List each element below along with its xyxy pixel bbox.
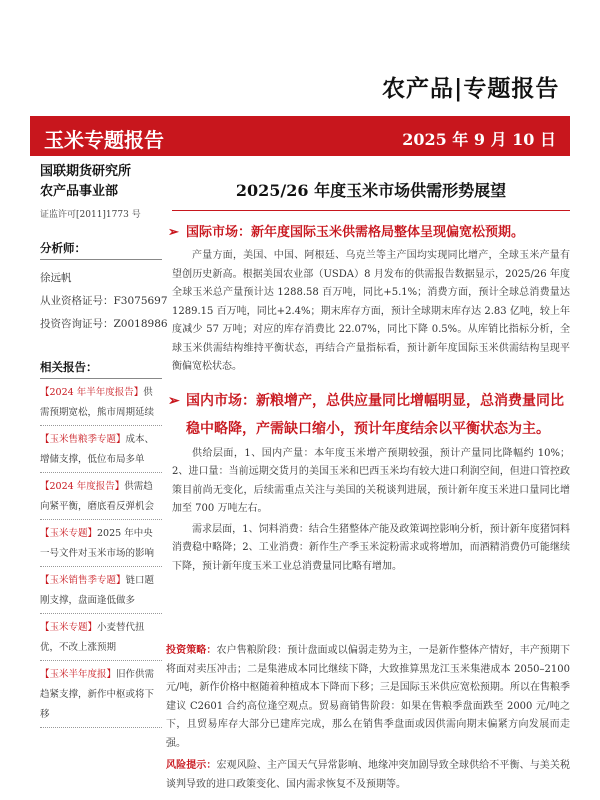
report-date: 2025 年 9 月 10 日 [402,130,556,149]
related-report-tag: 【玉米专题】 [40,528,98,539]
section-paragraph: 需求层面，1、饲料消费：结合生猪整体产能及政策调控影响分析，预计新年度猪饲料消费稳中略降；2、工业消费：新作生产季玉米淀粉需求或将增加，而酒精消费仍可能继续下降，预计新年度玉米工业总消费量同比略有增加。 [172,523,570,572]
department-name: 农产品事业部 [40,184,119,199]
related-report-tag: 【2024 年半年度报告】 [40,387,144,398]
report-category: 农产品|专题报告 [382,75,560,102]
report-banner [30,116,570,156]
related-report-text: 成本、增储支撑，低位布局多单 [40,434,155,465]
analyst-name: 徐远帆 [40,272,72,284]
section-heading-international [168,221,570,245]
related-report-item[interactable] [40,618,162,661]
institution-name: 国联期货研究所 [40,164,132,179]
banner-title: 玉米专题报告 [44,128,164,152]
related-heading: 相关报告： [40,359,162,379]
section-paragraph: 产量方面，美国、中国、阿根廷、乌克兰等主产国均实现同比增产，全球玉米产量有望创历史新高。根据美国农业部（USDA）8 月发布的供需报告数据显示，2025/26 年度全球玉米总产量预计达 1288.58 百万吨，同比+5.1%；消费方面，预计全球总消费量达 1289.15 百万吨，同比+2.4%；期末库存方面，预计全球期末库存达 2.83 亿吨，较上年度减少 57 万吨；对应的库存消费比 22.07%，同比下降 0.5%。从库销比指标分析，全球玉米供需结构维持平衡状态，再结合产量指标看，预计新年度国际玉米供需结构呈现平衡偏宽松状态。 [172,250,570,372]
related-report-text: 2025 年中央一号文件对玉米市场的影响 [40,528,155,559]
related-report-text: 旧作供需趋紧支撑，新作中枢或将下移 [40,669,155,720]
main-content [168,162,570,576]
sidebar [40,162,168,728]
related-report-text: 小麦替代扭优，不改上涨预期 [40,622,145,653]
related-report-item[interactable] [40,665,162,728]
risk-label: 风险提示： [166,760,217,771]
related-report-tag: 【2024 年度报告】 [40,481,125,492]
related-reports-list [40,383,164,728]
strategy-paragraph [166,642,570,753]
related-report-item[interactable] [40,430,162,473]
related-report-item[interactable] [40,383,162,426]
related-report-item[interactable] [40,524,162,567]
arrow-right-icon: ➢ [168,225,179,240]
related-report-item[interactable] [40,477,162,520]
risk-paragraph [166,757,570,794]
risk-text: 宏观风险、主产国天气异常影响、地缘冲突加剧导致全球供给不平衡、与美关税谈判导致的进口政策变化、国内需求恢复不及预期等。 [166,760,571,790]
section-heading-domestic [168,387,570,443]
related-report-tag: 【玉米专题】 [40,622,98,633]
analyst-heading: 分析师： [40,240,162,260]
document-title: 2025/26 年度玉米市场供需形势展望 [172,178,570,211]
related-report-item[interactable] [40,571,162,614]
consulting-number: 投资咨询证号：Z0018986 [40,318,168,330]
strategy-label: 投资策略： [166,645,217,656]
strategy-block [166,640,570,794]
related-report-tag: 【玉米售粮季专题】 [40,434,126,445]
strategy-text: 农户售粮阶段：预计盘面或以偏弱走势为主，一是新作整体产情好，丰产预期下将面对卖压冲击；二是集港成本同比继续下降，大致推算黑龙江玉米集港成本 2050–2100 元/吨，新作价格中枢随着种植成本下降而下移；三是国际玉米供应宽松预期。所以在售粮季建议 C2601 合约高位逢空观点。贸易商销售阶段：如果在售粮季盘面跌至 2000 元/吨之下，且贸易库存大部分已建库完成，那么在销售季盘面或因供需向期末偏紧方向发展而走强。 [166,645,571,749]
license-number: 证监许可[2011]1773 号 [40,210,141,220]
related-report-tag: 【玉米半年度报】 [40,669,117,680]
section-heading-text: 国内市场：新粮增产，总供应量同比增幅明显，总消费量同比稳中略降，产需缺口缩小，预计年度结余以平衡状态为主。 [186,392,564,437]
arrow-right-icon: ➢ [168,392,180,409]
section-heading-text: 国际市场：新年度国际玉米供需格局整体呈现偏宽松预期。 [186,225,525,240]
related-report-text: 链口题刚支撑，盘面逢低做多 [40,575,155,606]
related-report-text: 供需预期宽松，熊市周期延续 [40,387,155,418]
related-report-tag: 【玉米销售季专题】 [40,575,126,586]
section-paragraph: 供给层面，1、国内产量：本年度玉米增产预期较强，预计产量同比降幅约 10%；2、进口量：当前远期交货月的美国玉米和巴西玉米均有较大进口利润空间，但进口管控政策目前尚无变化，后续需重点关注与美国的关税谈判进展，预计新年度玉米进口量同比增加至 700 万吨左右。 [172,447,570,514]
related-report-text: 供需趋向紧平衡，磨底看反弹机会 [40,481,155,512]
qualification-number: 从业资格证号：F3075697 [40,295,168,307]
